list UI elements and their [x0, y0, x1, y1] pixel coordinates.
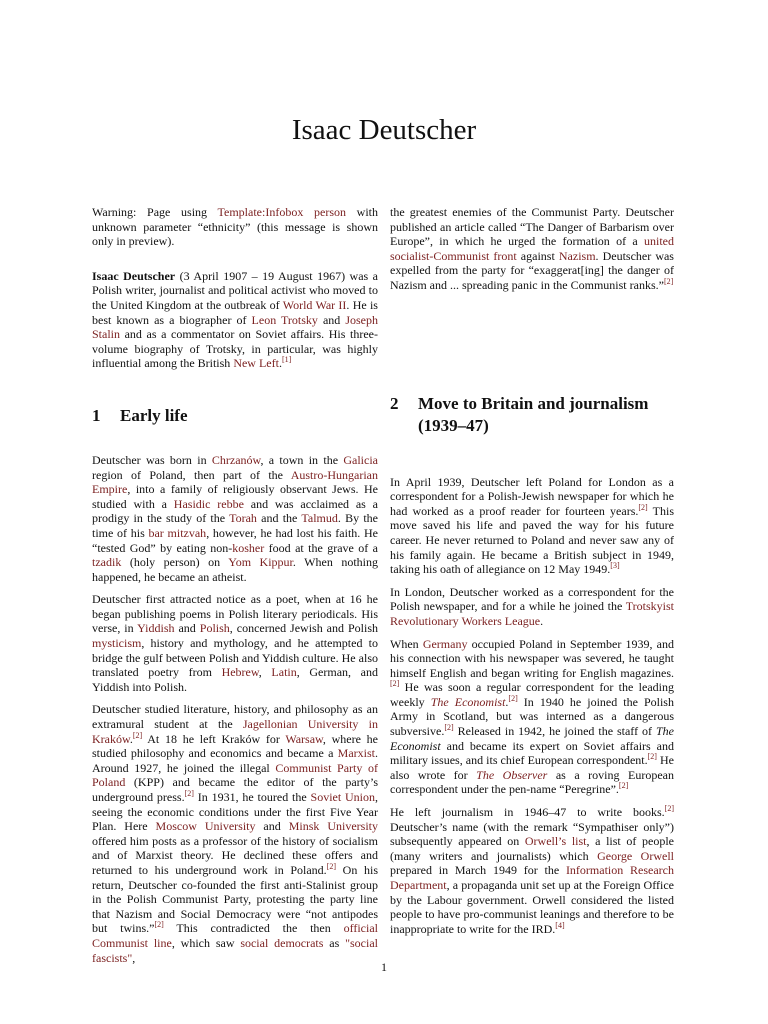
link-hasidic-rebbe[interactable]: Hasidic rebbe: [173, 496, 244, 511]
reference-marker[interactable]: [2]: [638, 502, 648, 512]
link-marxist[interactable]: Marxist: [337, 746, 375, 761]
intro-paragraph: Isaac Deutscher (3 April 1907 – 19 August 1967) was a Polish writer, journalist and political activist who moved to the United Kingdom at the outbreak of World War II. He is best known as a biographer of Leon Trotsky and Joseph Stalin and as a commentator on Soviet affairs. His three-volume biography of Trotsky, in particular, was highly influential among the British New Left.[1]: [92, 268, 378, 371]
link-communist-party-of-poland[interactable]: Communist Party of Poland: [92, 760, 378, 790]
link-hebrew[interactable]: Hebrew: [221, 665, 259, 680]
link-bar-mitzvah[interactable]: bar mitzvah: [148, 525, 207, 540]
link-united-front[interactable]: united socialist-Communist front: [390, 234, 674, 263]
reference-marker[interactable]: [4]: [555, 920, 565, 930]
link-jagiellonian-university[interactable]: Jagellonian University in Kraków: [92, 717, 378, 746]
link-tzadik[interactable]: tzadik: [92, 555, 122, 570]
page-title: Isaac Deutscher: [291, 114, 477, 146]
reference-marker[interactable]: [2]: [647, 752, 657, 762]
link-leon-trotsky[interactable]: Leon Trotsky: [251, 312, 318, 327]
template-infobox-link[interactable]: Template:Infobox person: [217, 205, 346, 219]
link-joseph-stalin[interactable]: Joseph Stalin: [92, 312, 378, 342]
link-chrzanow[interactable]: Chrzanów: [211, 452, 261, 467]
link-mysticism[interactable]: mysticism: [92, 636, 142, 651]
link-talmud[interactable]: Talmud: [301, 511, 338, 526]
link-revolutionary-workers-league[interactable]: Trotskyist Revolutionary Workers League: [390, 599, 674, 628]
left-column: [92, 205, 378, 973]
early-life-paragraph-3: Deutscher studied literature, history, and philosophy as an extramural student at the Jagellonian University in Kraków.[2] At 18 he left Kraków for Warsaw, where he studied philosophy and economics and became a Marxist. Around 1927, he joined the illegal Communist Party of Poland (KPP) and became the editor of the party’s underground press.[2] In 1931, he toured the Soviet Union, seeing the economic conditions under the first Five Year Plan. Here Moscow University and Minsk University offered him posts as a professor of the history of socialism and of Marxist theory. He declined these offers and returned to his underground work in Poland.[2] On his return, Deutscher co-founded the first anti-Stalinist group in the Polish Communist Party, protesting the party line that Nazism and Social Democracy were “not antipodes but twins.”[2] This contradicted the then official Communist line, which saw social democrats as "social fascists",: [92, 702, 379, 965]
reference-marker[interactable]: [2]: [154, 920, 164, 930]
section-number: 1: [92, 405, 101, 425]
reference-marker[interactable]: [2]: [326, 861, 337, 871]
section-title: Early life: [120, 405, 188, 425]
link-the-observer[interactable]: The Observer: [476, 767, 548, 782]
continued-paragraph: the greatest enemies of the Communist Party. Deutscher published an article called “The Danger of Barbarism over Europe”, in which he urged the formation of a united socialist-Communist front against Nazism. Deutscher was expelled from the party for “exaggerat[ing] the danger of Nazism and ... spreading panic in the Communist ranks.”[2]: [390, 205, 674, 292]
britain-paragraph-3: When Germany occupied Poland in September 1939, and his connection with his newspaper was severed, he taught himself English and began writing for English magazines.[2] He was soon a regular correspondent for the leading weekly The Economist.[2] In 1940 he joined the Polish Army in Scotland, but was interned as a dangerous subversive.[2] Released in 1942, he joined the staff of The Economist and became its expert on Soviet affairs and military issues, and its chief European correspondent.[2] He also wrote for The Observer as a roving European correspondent under the pen-name “Peregrine”.[2]: [390, 636, 675, 797]
link-yom-kippur[interactable]: Yom Kippur: [228, 555, 293, 570]
link-kosher[interactable]: kosher: [232, 540, 265, 555]
link-galicia[interactable]: Galicia: [343, 452, 379, 467]
reference-marker[interactable]: [3]: [610, 561, 620, 571]
section-number: 2: [390, 393, 399, 413]
link-yiddish[interactable]: Yiddish: [137, 621, 175, 636]
reference-marker[interactable]: [2]: [444, 723, 454, 733]
early-life-paragraph-1: Deutscher was born in Chrzanów, a town in the Galicia region of Poland, then part of the Austro-Hungarian Empire, into a family of religiously observant Jews. He studied with a Hasidic rebbe and was acclaimed as a prodigy in the study of the Torah and the Talmud. By the time of his bar mitzvah, however, he had lost his faith. He “tested God” by eating non-kosher food at the grave of a tzadik (holy person) on Yom Kippur. When nothing happened, he became an atheist.: [92, 452, 379, 584]
link-social-fascists[interactable]: "social fascists": [92, 935, 378, 965]
right-column: [390, 205, 674, 944]
link-nazism[interactable]: Nazism: [558, 248, 596, 263]
link-information-research-department[interactable]: Information Research Department: [390, 863, 675, 892]
britain-paragraph-2: In London, Deutscher worked as a correspondent for the Polish newspaper, and for a while he joined the Trotskyist Revolutionary Workers League.: [390, 584, 674, 628]
link-social-democrats[interactable]: social democrats: [240, 935, 324, 950]
warning-message: Warning: Page using Template:Infobox person with unknown parameter “ethnicity” (this message is shown only in preview).: [92, 205, 379, 249]
link-latin[interactable]: Latin: [271, 665, 297, 680]
link-austro-hungarian-empire[interactable]: Austro-Hungarian Empire: [92, 467, 378, 497]
subject-name: Isaac Deutscher: [92, 268, 176, 283]
link-moscow-university[interactable]: Moscow University: [155, 819, 256, 834]
reference-marker[interactable]: [2]: [663, 276, 674, 286]
link-torah[interactable]: Torah: [229, 511, 257, 526]
link-official-communist-line[interactable]: official Communist line: [92, 921, 378, 950]
link-polish[interactable]: Polish: [199, 621, 230, 636]
page-number: 1: [381, 960, 387, 974]
reference-marker[interactable]: [2]: [508, 693, 518, 703]
link-new-left[interactable]: New Left: [233, 356, 279, 371]
section-title: Move to Britain and journalism (1939–47): [418, 393, 649, 435]
link-soviet-union[interactable]: Soviet Union: [310, 790, 376, 804]
reference-marker[interactable]: [1]: [281, 355, 292, 365]
section-heading-early-life: [92, 405, 378, 427]
link-george-orwell[interactable]: George Orwell: [597, 848, 675, 863]
reference-marker[interactable]: [2]: [132, 730, 143, 740]
link-germany[interactable]: Germany: [422, 636, 468, 651]
reference-marker[interactable]: [2]: [184, 789, 194, 798]
link-orwells-list[interactable]: Orwell’s list: [524, 834, 587, 849]
link-world-war-ii[interactable]: World War II: [282, 297, 347, 312]
reference-marker[interactable]: [2]: [664, 804, 674, 814]
link-the-economist[interactable]: The Economist: [430, 694, 506, 709]
reference-marker[interactable]: [2]: [390, 679, 400, 689]
early-life-paragraph-2: Deutscher first attracted notice as a poet, when at 16 he began publishing poems in Polish literary periodicals. His verse, in Yiddish and Polish, concerned Jewish and Polish mysticism, history and mythology, and he attempted to bridge the gulf between Polish and Yiddish culture. He also translated poetry from Hebrew, Latin, German, and Yiddish into Polish.: [92, 592, 378, 694]
britain-paragraph-1: In April 1939, Deutscher left Poland for London as a correspondent for a Polish-Jewish newspaper for which he had worked as a proof reader for fourteen years.[2] This move saved his life and paved the way for his future career. He never returned to Poland and never saw any of his family again. He became a British subject in 1949, taking his oath of allegiance on 12 May 1949.[3]: [390, 474, 675, 577]
link-warsaw[interactable]: Warsaw: [285, 731, 323, 746]
section-heading-move-to-britain: [390, 393, 674, 437]
reference-marker[interactable]: [2]: [618, 781, 629, 791]
link-minsk-university[interactable]: Minsk University: [288, 819, 378, 834]
britain-paragraph-4: He left journalism in 1946–47 to write books.[2] Deutscher’s name (with the remark “Sympathiser only”) subsequently appeared on Orwell’s list, a list of people (many writers and journalists) which George Orwell prepared in March 1949 for the Information Research Department, a propaganda unit set up at the Foreign Office by the Labour government. Orwell considered the listed people to have pro-communist leanings and therefore to be inappropriate to write for the IRD.[4]: [390, 804, 675, 936]
